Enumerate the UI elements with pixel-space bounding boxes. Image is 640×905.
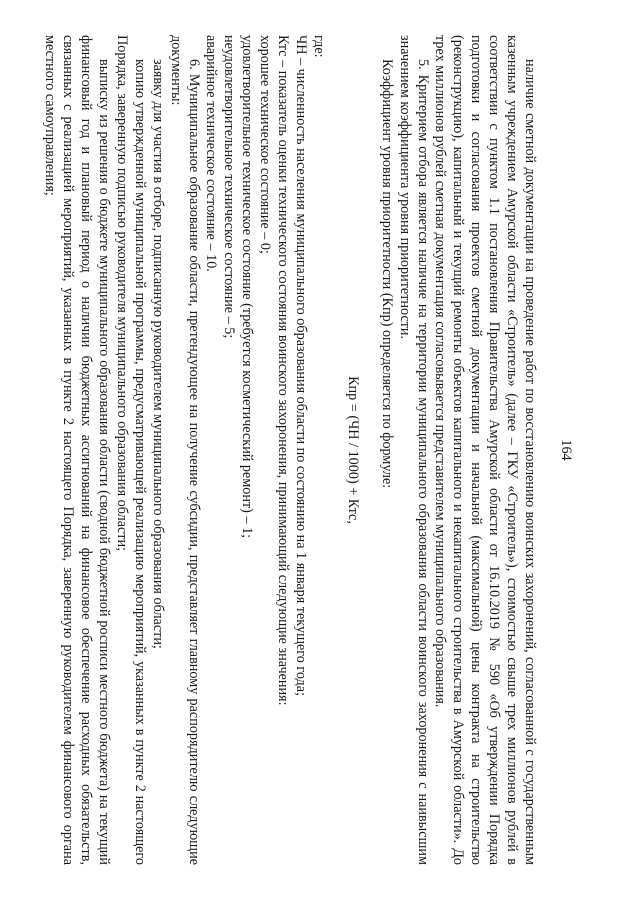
definition-kts: Ктс – показатель оценки технического состояния воинского захоронения, принимающий следующие значения:	[275, 35, 292, 706]
paragraph-estimate-documentation: наличие сметной документации на проведение работ по восстановлению воинских захоронений, согласованной с государственным казенным учреждением Амурской области «Строитель» (далее – ГКУ «Строитель»), стоимостью свыше трех миллионов рублей в соответствии с пунктом 1.1 постановления Правительства Амурской области от 16.10.2019 № 590 «Об утверждении Порядка подготовки и согласования проектов сметной документации и начальной (максимальной) цены контракта на строительство (реконструкцию), капитальный и текущий ремонты объектов капитального и некапитального строительства в Амурской области». До трех миллионов рублей сметная документация согласовывается представителем муниципального образования.	[432, 35, 538, 865]
paragraph-selection-criterion: 5. Критерием отбора является наличие на территории муниципального образования области воинского захоронения с наивысшим значением коэффициента уровня приоритетности.	[396, 35, 431, 865]
priority-formula: Кпр = (ЧН / 1000) + Ктс,	[344, 376, 361, 524]
rotated-document-content	[42, 35, 575, 865]
where-label: где:	[310, 35, 327, 58]
paragraph-documents: 6. Муниципальное образование области, претендующее на получение субсидии, представляет главному распорядителю следующие документы:	[167, 35, 202, 865]
definition-chn: ЧН – численность населения муниципального образования области по состоянию на 1 января текущего года;	[293, 35, 310, 697]
state-good: хорошее техническое состояние – 0;	[257, 35, 274, 254]
page-number: 164	[558, 439, 574, 461]
document-program-copy: копию утвержденной муниципальной программы, предусматривающей реализацию мероприятий, указанных в пункте 2 настоящего Порядка, заверенную подписью руководителя муниципального образования области;	[113, 35, 148, 865]
state-unsatisfactory: неудовлетворительное техническое состояние – 5;	[221, 35, 238, 339]
state-satisfactory: удовлетворительное техническое состояние (требуется косметический ремонт) – 1;	[239, 35, 256, 539]
document-application: заявку для участия в отборе, подписанную руководителем муниципального образования области;	[149, 59, 166, 649]
state-emergency: аварийное техническое состояние – 10.	[203, 35, 220, 272]
document-budget-extract: выписку из решения о бюджете муниципального образования области (сводной бюджетной росписи местного бюджета) на текущий финансовый год и плановый период о наличии бюджетных ассигнований на финансовое обеспечение расходных обязательств, связанных с реализацией мероприятий, указанных в пункте 2 настоящего Порядка, заверенную руководителем финансового органа местного самоуправления;	[42, 35, 113, 865]
paragraph-priority-coefficient: Коэффициент уровня приоритетности (Кпр) определяется по формуле:	[378, 59, 395, 489]
